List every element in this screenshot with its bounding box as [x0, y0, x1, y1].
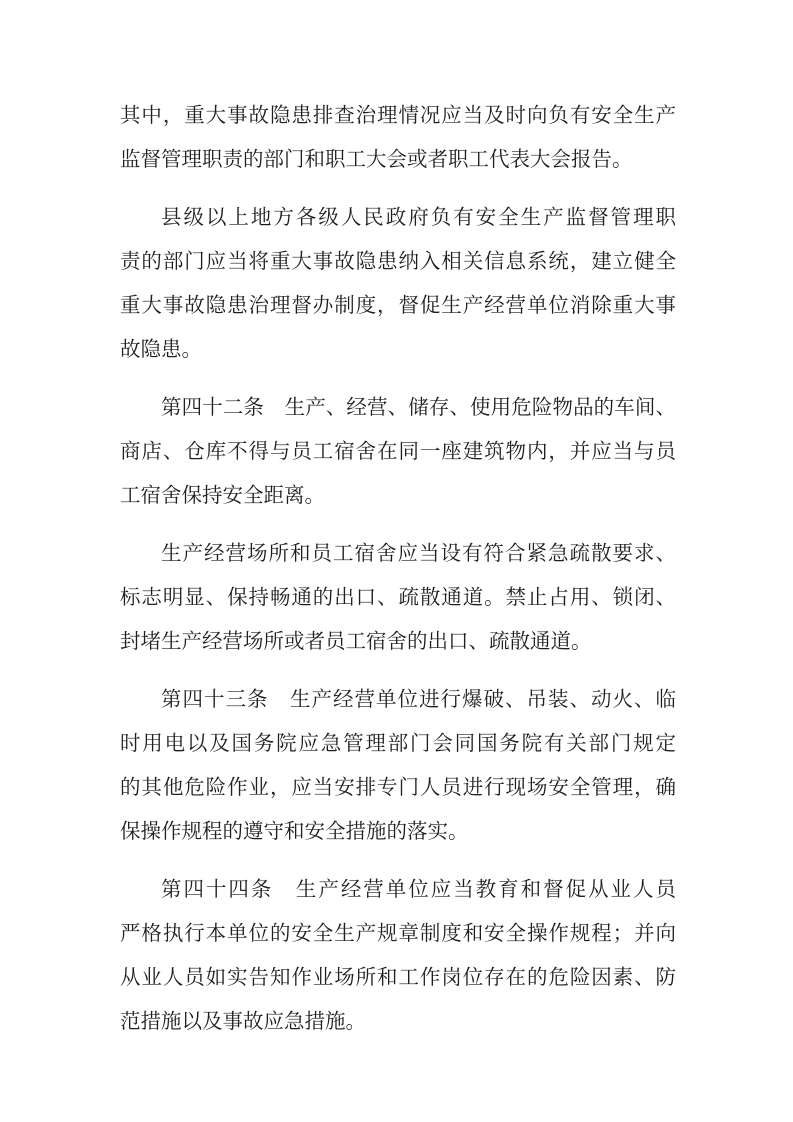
text-line: 范措施以及事故应急措施。 [120, 1009, 366, 1033]
document-body [120, 93, 676, 1043]
paragraph-continuation [120, 93, 676, 181]
paragraph-evacuation-exits [120, 531, 676, 663]
text-line: 生产经营场所和员工宿舍应当设有符合紧急疏散要求、 [161, 541, 676, 565]
text-line: 保操作规程的遵守和安全措施的落实。 [120, 819, 469, 843]
text-line: 工宿舍保持安全距离。 [120, 483, 325, 507]
paragraph-article-42 [120, 385, 676, 517]
text-line: 其中，重大事故隐患排查治理情况应当及时向负有安全生产 [120, 103, 676, 127]
text-line: 重大事故隐患治理督办制度，督促生产经营单位消除重大事 [120, 293, 676, 317]
text-line: 第四十二条 生产、经营、储存、使用危险物品的车间、 [161, 395, 676, 419]
text-line: 商店、仓库不得与员工宿舍在同一座建筑物内，并应当与员 [120, 439, 676, 463]
text-line: 时用电以及国务院应急管理部门会同国务院有关部门规定 [120, 731, 676, 755]
text-line: 第四十三条 生产经营单位进行爆破、吊装、动火、临 [161, 687, 676, 711]
text-line: 监督管理职责的部门和职工大会或者职工代表大会报告。 [120, 147, 633, 171]
text-line: 责的部门应当将重大事故隐患纳入相关信息系统，建立健全 [120, 249, 676, 273]
text-line: 的其他危险作业，应当安排专门人员进行现场安全管理，确 [120, 775, 676, 799]
text-line: 县级以上地方各级人民政府负有安全生产监督管理职 [161, 205, 676, 229]
text-line: 封堵生产经营场所或者员工宿舍的出口、疏散通道。 [120, 629, 592, 653]
paragraph-article-44 [120, 867, 676, 1043]
text-line: 标志明显、保持畅通的出口、疏散通道。禁止占用、锁闭、 [120, 585, 676, 609]
paragraph-major-hazard-supervision [120, 195, 676, 371]
paragraph-article-43 [120, 677, 676, 853]
text-line: 从业人员如实告知作业场所和工作岗位存在的危险因素、防 [120, 965, 676, 989]
text-line: 故隐患。 [120, 337, 202, 361]
text-line: 第四十四条 生产经营单位应当教育和督促从业人员 [161, 877, 676, 901]
text-line: 严格执行本单位的安全生产规章制度和安全操作规程；并向 [120, 921, 676, 945]
